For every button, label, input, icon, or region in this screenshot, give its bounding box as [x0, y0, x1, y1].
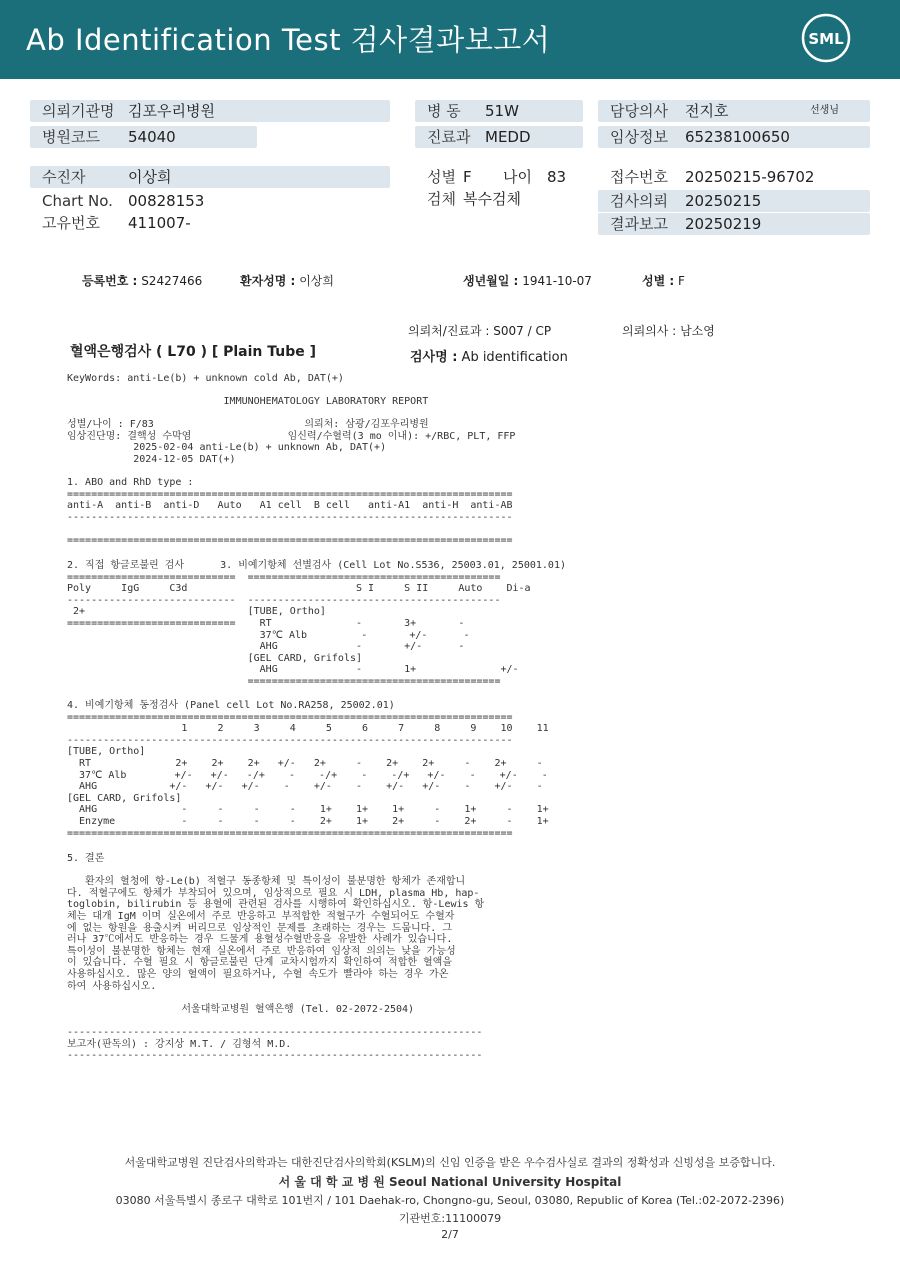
- name-line: [240, 272, 334, 289]
- birth-value: 1941-10-07: [522, 274, 592, 288]
- report-field: [598, 213, 870, 235]
- chart-label: Chart No.: [42, 192, 113, 210]
- ward-value: 51W: [485, 102, 519, 120]
- sex-age-field: [415, 166, 585, 188]
- chart-value: 00828153: [128, 192, 205, 210]
- hospital-field: [30, 100, 390, 122]
- doctor-suffix: 선생님: [810, 105, 839, 116]
- footer-institution: 기관번호:11100079: [398, 1212, 502, 1225]
- sex-value: F: [463, 168, 472, 186]
- rsex-label: 성별 :: [642, 274, 675, 288]
- footer-address: 03080 서울특별시 종로구 대학로 101번지 / 101 Daehak-ro, Chongno-gu, Seoul, 03080, Republic of Korea (Tel.:02-2072-2396): [115, 1194, 785, 1207]
- doctor-value: 전지호: [685, 102, 729, 120]
- receipt-value: 20250215-96702: [685, 168, 815, 186]
- uid-field: [30, 212, 390, 234]
- rsex-value: F: [678, 274, 685, 288]
- request-field: [598, 190, 870, 212]
- page-number: 2/7: [441, 1228, 459, 1241]
- reg-line: [82, 272, 202, 289]
- code-label: 병원코드: [42, 128, 100, 146]
- hospital-label: 의뢰기관명: [42, 102, 115, 120]
- sml-logo-icon: [801, 13, 851, 63]
- patient-label: 수진자: [42, 168, 86, 186]
- report-value: 20250219: [685, 215, 762, 233]
- code-value: 54040: [128, 128, 176, 146]
- refdoc-value: 남소영: [680, 324, 715, 338]
- report-section-screening: 2. 직접 항글로불린 검사 3. 비예기항체 선별검사 (Cell Lot No.S536, 25003.01, 25001.01) ============================ ========================================== Poly IgG C3d S I S II Auto Di-a ---------------------------- ------------------------------------------ 2+ [TUBE, Ortho] ============================ RT - 3+ - 37℃ Alb - +/- - AHG - +/- - [GEL CARD, Grifols] AHG - 1+ +/- ==========================================: [67, 560, 566, 687]
- reg-label: 등록번호 :: [82, 274, 138, 288]
- sex-label: 성별: [427, 168, 456, 186]
- report-label: 결과보고: [610, 215, 668, 233]
- refdoc-line: [622, 322, 715, 339]
- report-header: [0, 0, 900, 79]
- dept-field: [415, 126, 583, 148]
- ref-value: S007 / CP: [493, 324, 552, 338]
- clinical-label: 임상정보: [610, 128, 668, 146]
- report-section-abo: IMMUNOHEMATOLOGY LABORATORY REPORT 성별/나이 : F/83 의뢰처: 삼광/김포우리병원 임상진단명: 결핵성 수막염 임신력/수혈력(3 mo 이내): +/RBC, PLT, FFP 2025-02-04 anti-Le(b) + unknown Ab, DAT(+) 2024-12-05 DAT(+) 1. ABO and RhD type : ========================================================================== anti-A anti-B anti-D Auto A1 cell B cell anti-A1 anti-H anti-AB -------------------------------------------------------------------------- ==========================================================================: [67, 396, 516, 547]
- footer-cert: 서울대학교병원 진단검사의학과는 대한진단검사의학회(KSLM)의 신임 인증을 받은 우수검사실로 결과의 정확성과 신빙성을 보증합니다.: [124, 1156, 776, 1169]
- specimen-field: [415, 188, 585, 210]
- birth-line: [463, 272, 592, 289]
- clinical-field: [598, 126, 870, 148]
- doctor-field: [598, 100, 870, 122]
- receipt-label: 접수번호: [610, 168, 668, 186]
- age-value: 83: [547, 168, 567, 186]
- request-value: 20250215: [685, 192, 762, 210]
- reg-value: S2427466: [141, 274, 203, 288]
- report-section-conclusion: 5. 결론 환자의 혈청에 항-Le(b) 적혈구 동종항체 및 특이성이 불분명한 항체가 존재합니 다. 적혈구에도 항체가 부착되어 있으며, 임상적으로 필요 시 LDH, plasma Hb, hap- toglobin, bilirubin 등 용혈에 관련된 검사를 시행하여 확인하십시오. 항-Lewis 항 체는 대개 IgM 이며 실온에서 주로 반응하고 부적합한 적혈구가 수혈되어도 수혈자 에 없는 항원을 용출시켜 버리므로 임상적인 문제를 초래하는 경우는 드뭅니다. 그 러나 37℃에서도 반응하는 경우 드물게 용혈성수혈반응을 유발한 사례가 있습니다. 특이성이 불분명한 항체는 현재 실온에서 주로 반응하여 임상적 의의는 낮을 가능성 이 있습니다. 수혈 필요 시 항글로불린 단계 교차시험까지 확인하여 적합한 혈액을 사용하십시오. 많은 양의 혈액이 필요하거나, 수혈 속도가 빨라야 하는 경우 가온 하여 사용하십시오. 서울대학교병원 혈액은행 (Tel. 02-2072-2504) --------------------------------------------------------------------- 보고자(판독의) : 강지상 M.T. / 김형석 M.D. ---------------------------------------------------------------------: [67, 853, 485, 1062]
- hospital-value: 김포우리병원: [128, 102, 215, 120]
- specimen-label: 검체: [427, 190, 456, 208]
- uid-label: 고유번호: [42, 214, 100, 232]
- report-section-panel: 4. 비예기항체 동정검사 (Panel cell Lot No.RA258, 25002.01) ========================================================================== 1 2 3 4 5 6 7 8 9 10 11 -------------------------------------------------------------------------- [TUBE, Ortho] RT 2+ 2+ 2+ +/- 2+ - 2+ 2+ - 2+ - 37℃ Alb +/- +/- -/+ - -/+ - -/+ +/- - +/- - AHG +/- +/- +/- - +/- - +/- +/- - +/- - [GEL CARD, Grifols] AHG - - - - 1+ 1+ 1+ - 1+ - 1+ Enzyme - - - - 2+ 1+ 2+ - 2+ - 1+ ==========================================================================: [67, 700, 549, 839]
- chart-field: [30, 190, 390, 212]
- report-title: Ab Identification Test 검사결과보고서: [26, 23, 551, 57]
- code-field: [30, 126, 257, 148]
- rsex-line: [642, 272, 685, 289]
- birth-label: 생년월일 :: [463, 274, 519, 288]
- name-label: 환자성명 :: [240, 274, 296, 288]
- ref-line: [408, 322, 551, 339]
- test-label: 검사명 :: [410, 350, 458, 365]
- keywords: KeyWords: anti-Le(b) + unknown cold Ab, DAT(+): [67, 373, 344, 384]
- receipt-field: [598, 166, 870, 188]
- refdoc-label: 의뢰의사 :: [622, 324, 677, 338]
- name-value: 이상희: [299, 274, 334, 288]
- ward-label: 병 동: [427, 102, 461, 120]
- logo-text: SML: [808, 30, 844, 48]
- dept-value: MEDD: [485, 128, 531, 146]
- clinical-value: 65238100650: [685, 128, 790, 146]
- ward-field: [415, 100, 583, 122]
- test-value: Ab identification: [461, 350, 568, 365]
- test-group: 혈액은행검사 ( L70 ) [ Plain Tube ]: [70, 344, 317, 360]
- age-label: 나이: [503, 168, 532, 186]
- uid-value: 411007-: [128, 214, 191, 232]
- specimen-value: 복수검체: [463, 190, 521, 208]
- doctor-label: 담당의사: [610, 102, 668, 120]
- footer-hospital: 서 울 대 학 교 병 원 Seoul National University Hospital: [278, 1175, 622, 1189]
- request-label: 검사의뢰: [610, 192, 668, 210]
- dept-label: 진료과: [427, 128, 471, 146]
- test-line: [410, 346, 568, 365]
- ref-label: 의뢰처/진료과 :: [408, 324, 490, 338]
- patient-field: [30, 166, 390, 188]
- patient-value: 이상희: [128, 168, 172, 186]
